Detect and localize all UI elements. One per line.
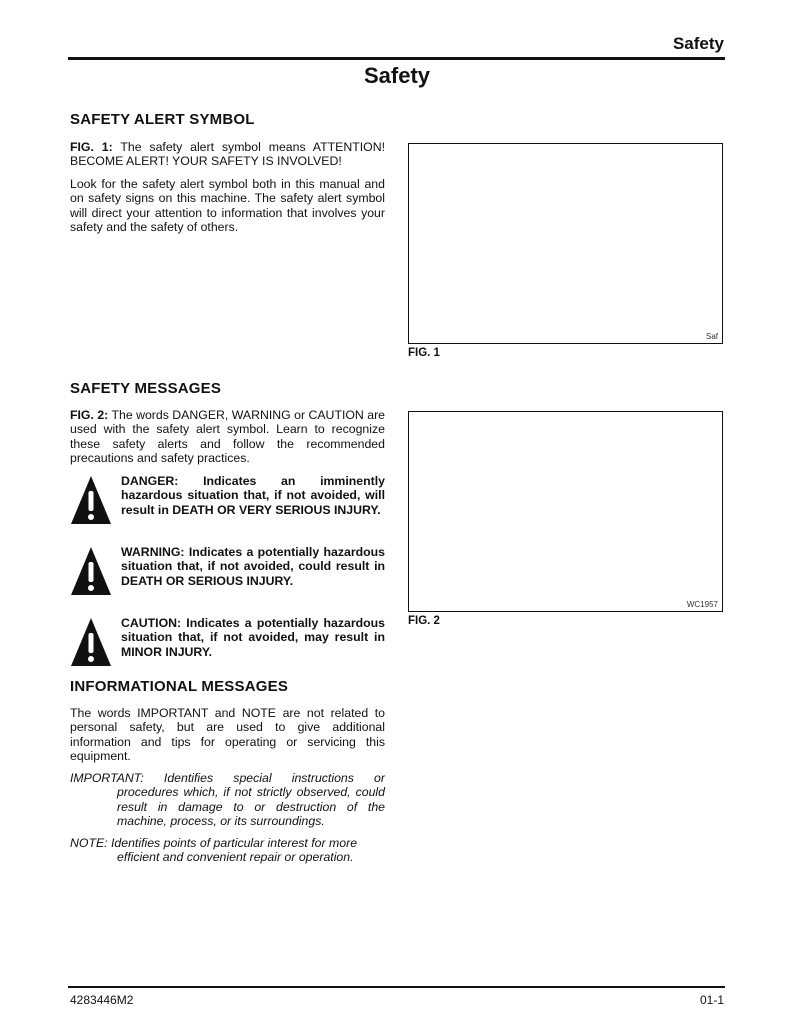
page-title: Safety [363,63,431,88]
heading-safety-messages: SAFETY MESSAGES [70,380,222,397]
heading-safety-alert-symbol: SAFETY ALERT SYMBOL [70,111,255,128]
note-rest: efficient and convenient repair or operation. [117,850,354,865]
danger-text: DANGER: Indicates an imminently hazardous situation that, if not avoided, will result in DEATH OR VERY SERIOUS INJURY. [121,474,385,517]
safety-messages-paragraph [70,408,385,465]
figure-2-box [408,411,723,612]
note-lead: NOTE: Identifies points of particular interest for more [70,836,358,850]
important-lead: IMPORTANT: Identifies special instructions or [70,771,385,785]
figure-1-box [408,143,723,344]
warning-triangle-icon [70,474,112,526]
note [70,836,385,865]
fig-ref: FIG. 2: [70,408,109,422]
fig-ref: FIG. 1: [70,140,113,154]
heading-informational-messages: INFORMATIONAL MESSAGES [70,678,289,695]
caution-message [70,616,385,678]
caution-text: CAUTION: Indicates a potentially hazardous situation that, if not avoided, may result in MINOR INJURY. [121,616,385,659]
figure-1-label: FIG. 1 [408,347,440,359]
alert-symbol-paragraph-1 [70,140,385,169]
header-rule [68,57,725,60]
figure-2-label: FIG. 2 [408,615,440,627]
figure-1-code: Saf [705,332,718,341]
warning-message [70,545,385,607]
warning-triangle-icon [70,545,112,597]
footer-part-number: 4283446M2 [70,993,134,1007]
paragraph-text: The words DANGER, WARNING or CAUTION are used with the safety alert symbol. Learn to recognize these safety alerts and follow the recommended precautions and safety practices. [70,408,386,465]
warning-text: WARNING: Indicates a potentially hazardous situation that, if not avoided, could result in DEATH OR SERIOUS INJURY. [121,545,385,588]
alert-symbol-paragraph-2: Look for the safety alert symbol both in this manual and on safety signs on this machine. The safety alert symbol will direct your attention to information that involves your safety and the safety of others. [70,177,385,234]
footer-page-number: 01-1 [699,993,724,1007]
footer-rule [68,986,725,988]
figure-2-code: WC1957 [686,600,718,609]
warning-triangle-icon [70,616,112,668]
important-note [70,771,385,828]
danger-message [70,474,385,536]
paragraph-text: The safety alert symbol means ATTENTION! BECOME ALERT! YOUR SAFETY IS INVOLVED! [70,140,385,169]
informational-paragraph: The words IMPORTANT and NOTE are not related to personal safety, but are used to give additional information and tips for operating or servicing this equipment. [70,706,385,763]
important-rest: procedures which, if not strictly observed, could result in damage to or destruction of the machine, process, or its surroundings. [117,785,385,828]
header-section-title: Safety [672,34,724,53]
